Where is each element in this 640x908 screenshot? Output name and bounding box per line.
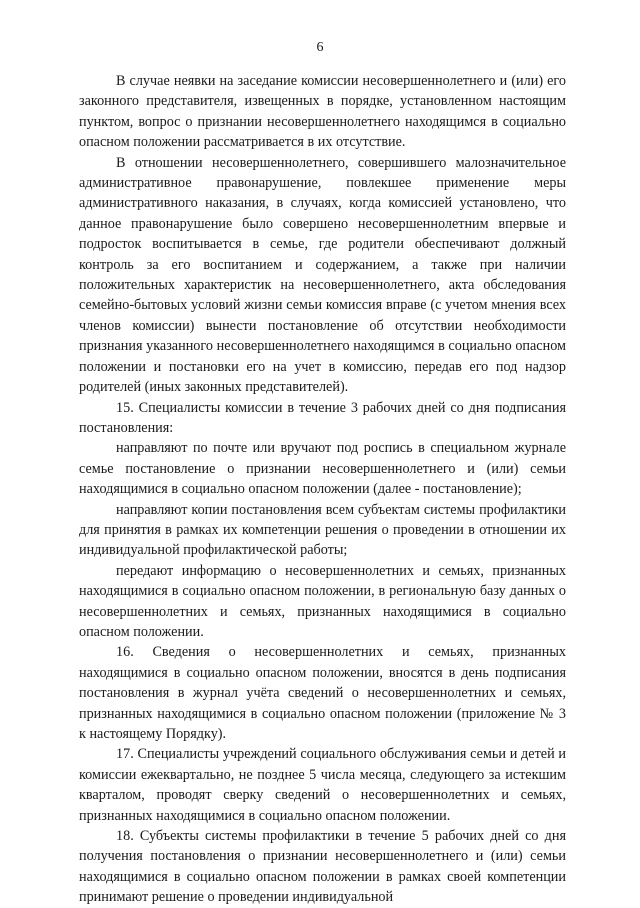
paragraph-item-16: 16. Сведения о несовершеннолетних и семьях, признанных находящимися в социально опасном положении, вносятся в день подписания постановления в журнал учёта сведений о несовершеннолетних и семьях, признанных находящимися в социально опасном положении (приложение № 3 к настоящему Порядку). <box>79 644 566 742</box>
paragraph-item-15-database: передают информацию о несовершеннолетних и семьях, признанных находящимися в социально опасном положении, в региональную базу данных о несовершеннолетних и семьях, признанных находящимися в социально опасном положении. <box>79 562 566 640</box>
paragraph-item-17: 17. Специалисты учреждений социального обслуживания семьи и детей и комиссии ежеквартально, не позднее 5 числа месяца, следующего за истекшим кварталом, проводят сверку сведений о несовершеннолетних и семьях, признанных находящимися в социально опасном положении. <box>79 746 566 824</box>
paragraph-item-15-copies: направляют копии постановления всем субъектам системы профилактики для принятия в рамках их компетенции решения о проведении в отношении их индивидуальной профилактической работы; <box>79 501 566 559</box>
page-number: 6 <box>316 40 324 55</box>
document-body <box>79 71 566 908</box>
paragraph-absence-hearing: В случае неявки на заседание комиссии несовершеннолетнего и (или) его законного представителя, извещенных в порядке, установленном настоящим пунктом, вопрос о признании несовершеннолетнего находящимся в социально опасном положении рассматривается в их отсутствие. <box>79 73 566 151</box>
paragraph-item-15-mail: направляют по почте или вручают под роспись в специальном журнале семье постановление о признании несовершеннолетнего и (или) семьи находящимися в социально опасном положении (далее - постановление); <box>79 440 566 498</box>
paragraph-minor-offense: В отношении несовершеннолетнего, совершившего малозначительное административное правонарушение, повлекшее применение меры административного наказания, в случаях, когда комиссией установлено, что данное правонарушение было совершено несовершеннолетним впервые и подросток воспитывается в семье, где родители обеспечивают должный контроль за его воспитанием и содержанием, а также при наличии положительных характеристик на несовершеннолетнего, акта обследования семейно-бытовых условий жизни семьи комиссия вправе (с учетом мнения всех членов комиссии) вынести постановление об отсутствии необходимости признания указанного несовершеннолетнего находящимся в социально опасном положении и постановки его на учет в комиссию, передав его под надзор родителей (иных законных представителей). <box>79 154 566 396</box>
paragraph-item-18: 18. Субъекты системы профилактики в течение 5 рабочих дней со дня получения постановления о признании несовершеннолетнего и (или) семьи находящимися в социально опасном положении в рамках своей компетенции принимают решение о проведении индивидуальной <box>79 828 566 906</box>
paragraph-item-15: 15. Специалисты комиссии в течение 3 рабочих дней со дня подписания постановления: <box>79 399 566 436</box>
